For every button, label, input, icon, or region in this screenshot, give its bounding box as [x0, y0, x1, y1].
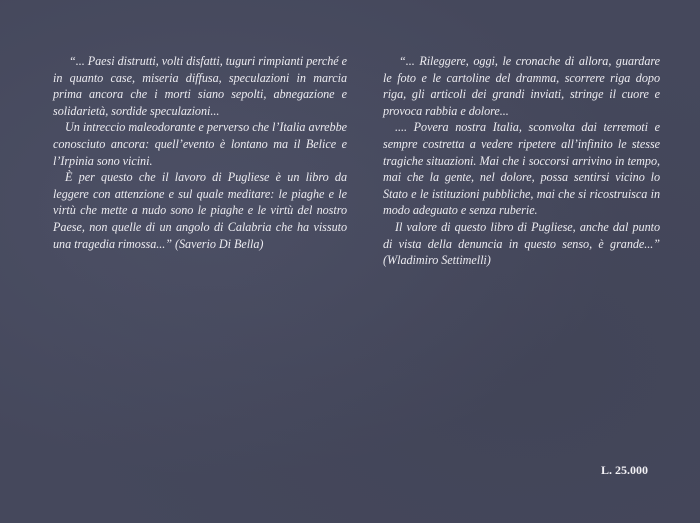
right-paragraph-2: .... Povera nostra Italia, sconvolta dai terremoti e sempre costretta a vedere ripetere all’infinito le stesse tragiche situazioni. Mai che i soccorsi arrivino in tempo, mai che la gente, nel dolore, possa sentirsi vicino lo Stato e le istituzioni pubbliche, mai che si ricostruisca in modo adeguato e senza ruberie. [383, 120, 660, 218]
left-paragraph-3: È per questo che il lavoro di Pugliese è un libro da leggere con attenzione e sul quale meditare: le piaghe e le virtù che mette a nudo sono le piaghe e le virtù del nostro Paese, non quelle di un angolo di Calabria che ha vissuto una tragedia rimossa...” (Saverio Di Bella) [53, 170, 347, 251]
right-paragraph-1: “... Rileggere, oggi, le cronache di allora, guardare le foto e le cartoline del dramma, scorrere riga dopo riga, gli articoli dei grandi inviati, stringe il cuore e provoca rabbia e dolore... [383, 54, 660, 118]
left-quote-column [53, 53, 347, 252]
right-paragraph-3: Il valore di questo libro di Pugliese, anche dal punto di vista della denuncia in questo senso, è grande...” (Wladimiro Settimelli) [383, 219, 660, 268]
right-quote-column [383, 53, 660, 269]
price-label: L. 25.000 [600, 463, 648, 477]
left-paragraph-2: Un intreccio maleodorante e perverso che l’Italia avrebbe conosciuto ancora: quell’evento è lontano ma il Belice e l’Irpinia sono vicini. [53, 120, 347, 168]
left-paragraph-1: “... Paesi distrutti, volti disfatti, tuguri rimpianti perché e in quanto case, miseria diffusa, speculazioni in marcia prima ancora che i morti siano sepolti, abnegazione e solidarietà, sordide speculazioni... [53, 54, 347, 118]
